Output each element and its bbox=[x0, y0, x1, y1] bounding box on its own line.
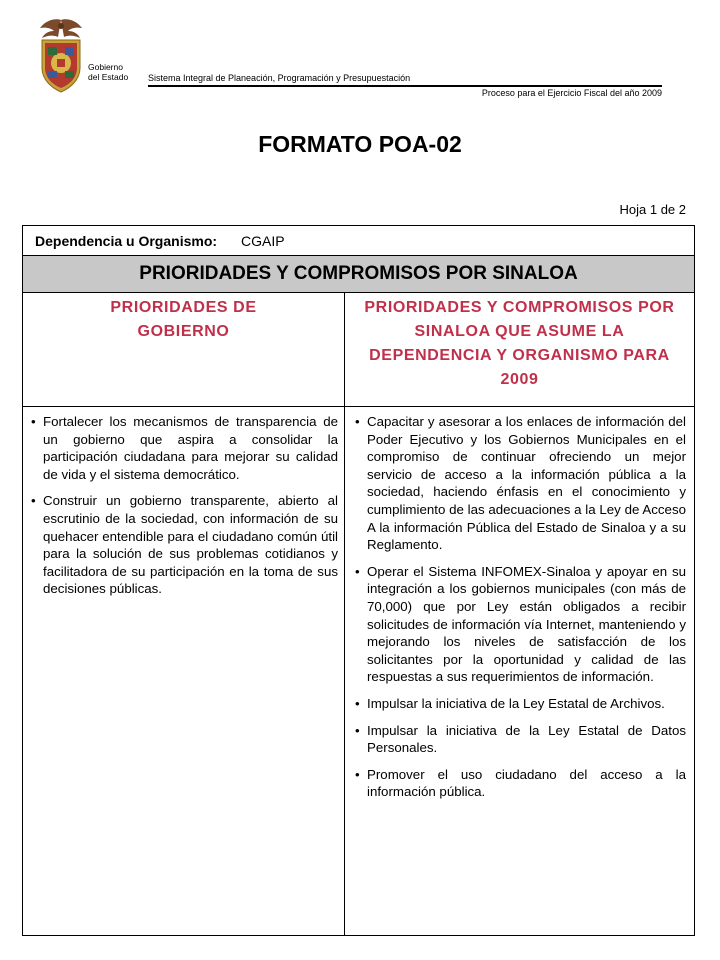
column-header-row bbox=[23, 293, 694, 407]
list-item: • Impulsar la iniciativa de la Ley Estatal de Datos Personales. bbox=[355, 722, 686, 757]
priorities-table bbox=[22, 225, 695, 936]
list-item: • Capacitar y asesorar a los enlaces de información del Poder Ejecutivo y los Gobiernos Municipales en el compromiso de continuar ofreciendo un mejor servicio de acceso a la información pública a la sociedad, haciendo énfasis en el conocimiento y cumplimiento de las adecuaciones a la Ley de Acceso A la información Pública del Estado de Sinaloa y a su Reglamento. bbox=[355, 413, 686, 554]
list-item: • Promover el uso ciudadano del acceso a la información pública. bbox=[355, 766, 686, 801]
agency-priorities-cell bbox=[345, 407, 694, 935]
list-item: • Impulsar la iniciativa de la Ley Estatal de Archivos. bbox=[355, 695, 686, 713]
government-label-line2: del Estado bbox=[88, 72, 129, 82]
state-coat-of-arms-icon bbox=[36, 16, 86, 96]
government-priorities-cell bbox=[23, 407, 345, 935]
list-item: • Operar el Sistema INFOMEX-Sinaloa y apoyar en su integración a los gobiernos municipales (con más de 70,000) que por Ley están obligados a recibir solicitudes de información vía Internet, manteniendo y mejorando los niveles de satisfacción de los solicitantes por la oportunidad y calidad de las respuestas a sus requerimientos de información. bbox=[355, 563, 686, 686]
system-title: Sistema Integral de Planeación, Programación y Presupuestación bbox=[148, 73, 411, 83]
column-header-left-cell bbox=[23, 293, 345, 406]
section-title: PRIORIDADES Y COMPROMISOS POR SINALOA bbox=[23, 256, 694, 293]
dependency-value: CGAIP bbox=[241, 232, 285, 249]
page-indicator: Hoja 1 de 2 bbox=[619, 202, 686, 217]
government-label bbox=[88, 62, 128, 82]
header-divider bbox=[148, 85, 662, 87]
document-title: FORMATO POA-02 bbox=[258, 131, 462, 157]
process-title: Proceso para el Ejercicio Fiscal del año 2009 bbox=[481, 88, 662, 98]
list-item: • Construir un gobierno transparente, abierto al escrutinio de la sociedad, con información de su quehacer entendible para el ciudadano común útil para la solución de sus problemas cotidianos y facilitadora de su participación en la toma de sus decisiones públicas. bbox=[31, 492, 338, 598]
government-label-line1: Gobierno bbox=[88, 62, 123, 72]
government-priorities-list bbox=[31, 413, 338, 598]
column-header-right-cell bbox=[345, 293, 694, 406]
column-header-agency-priorities: PRIORIDADES Y COMPROMISOS POR SINALOA QUE ASUME LA DEPENDENCIA Y ORGANISMO PARA 2009 bbox=[364, 299, 675, 388]
body-row bbox=[23, 407, 694, 935]
list-item: • Fortalecer los mecanismos de transparencia de un gobierno que aspira a consolidar la participación ciudadana para mejorar su calidad de vida y el sistema democrático. bbox=[31, 413, 338, 483]
dependency-row bbox=[23, 226, 694, 256]
agency-priorities-list bbox=[355, 413, 686, 801]
dependency-label: Dependencia u Organismo: bbox=[35, 232, 218, 249]
column-header-government-priorities: PRIORIDADES DE GOBIERNO bbox=[110, 299, 257, 340]
